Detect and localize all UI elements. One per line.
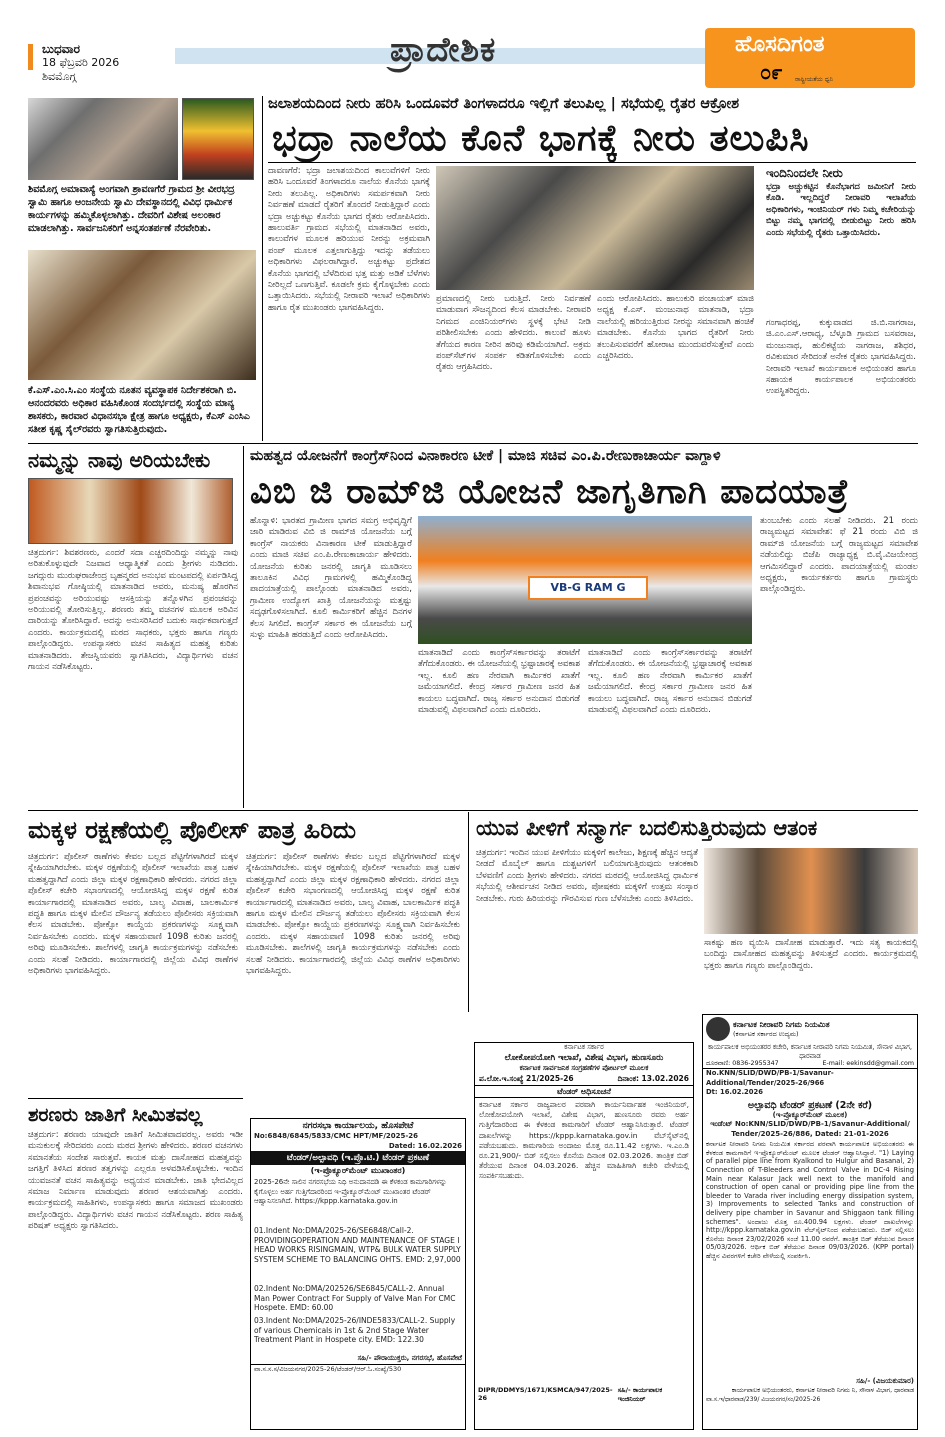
story1-headline: ಭದ್ರಾ ನಾಲೆಯ ಕೊನೆ ಭಾಗಕ್ಕೆ ನೀರು ತಲುಪಿಸಿ <box>272 118 810 159</box>
ad3-mode: (ಇ-ಪ್ರೊಕ್ಯೂರ್‌ಮೆಂಟ್ ಮೂಲಕ) <box>772 1110 848 1119</box>
ad3-ref-no: No.KNN/SLID/DWD/PB-1/Savanur-Additional/Tender/2025-26/966 <box>703 1068 917 1088</box>
photo-caption-2: ಕೆ.ಎಸ್.ಎಂ.ಸಿ.ಎಂ ಸಂಸ್ಥೆಯ ನೂತನ ವ್ಯವಸ್ಥಾಪಕ ನಿರ್ದೇಶಕರಾಗಿ ಬಿ. ಆನಂದರವರು ಅಧಿಕಾರ ವಹಿಸಿಕೊಂಡ ಸಂದರ್ಭದಲ್ಲಿ ಸಂಸ್ಥೆಯ ಮಾನ್ಯ ಶಾಸಕರು, ಕಾರವಾರ ವಿಧಾನಸಭಾ ಕ್ಷೇತ್ರ ಹಾಗೂ ಅಧ್ಯಕ್ಷರು, ಕೆಎಸ್ ಎಂಸಿಎ ಸತೀಶ ಕೃಷ್ಣ ಸೈಲ್‌ರವರು ಸ್ವಾಗತಿಸುತ್ತಿರುವುದು. <box>28 385 250 435</box>
sidebar-body: ಗಂಗಾಧರಪ್ಪ, ಕುಕ್ಕುವಾಡದ ಜಿ.ಬಿ.ನಾಗರಾಜ, ಜಿ.ಎಂ.ಎಸ್.ಆರಾಧ್ಯ, ಬೆಳ್ಳೂಡಿ ಗ್ರಾಮದ ಬಸವರಾಜ, ಮಂಜುನಾಥ, ಹುಲಿಕಟ್ಟೆಯ ನಾಗರಾಜ, ಶಶಿಧರ, ರವಿಕುಮಾರ ಸೇರಿದಂತೆ ಅನೇಕ ರೈತರು ಭಾಗವಹಿಸಿದ್ದರು. ನೀರಾವರಿ ಇಲಾಖೆ ಕಾರ್ಯಪಾಲಕ ಅಭಿಯಂತರ ಹಾಗೂ ಸಹಾಯಕ ಕಾರ್ಯಪಾಲಕ ಅಭಿಯಂತರರು ಉಪಸ್ಥಿತರಿದ್ದರು. <box>766 318 916 397</box>
ad3-indent: ಇಂಡೆಂಟ್ No:KNN/SLID/DWD/PB-1/Savanur-Additional/ Tender/2025-26/886, Dated: 21-01-2026 <box>710 1120 910 1138</box>
ad3-email: E-mail: eekinsdd@gmail.com <box>822 1060 914 1068</box>
swamiji-photo <box>704 848 918 934</box>
ad3-phone: ದೂರವಾಣಿ: 0836-2955347 <box>706 1060 779 1068</box>
ad3-gov: ಕರ್ನಾಟಕ ನೀರಾವರಿ ನಿಗಮ ನಿಯಮಿತ <box>733 1019 830 1029</box>
ad2-number: ಪ.ಲೋ.ಇ.ಸಂಖ್ಯೆ 21/2025-26 <box>479 1074 574 1083</box>
seminar-photo <box>28 478 233 544</box>
ad1-subtitle: (ಇ-ಪ್ರೊಕ್ಯೂರ್‌ಮೆಂಟ್ ಮುಖಾಂತರ) <box>310 1166 406 1175</box>
story1-body-col1: ದಾವಣಗೆರೆ: ಭದ್ರಾ ಜಲಾಶಯದಿಂದ ಕಾಲುವೆಗಳಿಗೆ ನೀರು ಹರಿಸಿ ಒಂದೂವರೆ ತಿಂಗಳಾದರೂ ನಾಲೆಯ ಕೊನೆಯ ಭಾಗಕ್ಕೆ ನೀರು ತಲುಪಿಲ್ಲ. ಅಧಿಕಾರಿಗಳು ಸಮರ್ಪಕವಾಗಿ ನೀರು ನಿರ್ವಹಣೆ ಮಾಡದೆ ರೈತರಿಗೆ ತೊಂದರೆ ನೀಡುತ್ತಿದ್ದಾರೆ ಎಂದು ಭದ್ರಾ ಅಚ್ಚುಕಟ್ಟು ಕೊನೆಯ ಭಾಗದ ರೈತರು ಆರೋಪಿಸಿದರು. ಹಾಲುವರ್ತಿ ಗ್ರಾಮದ ಸಭೆಯಲ್ಲಿ ಮಾತನಾಡಿದ ಅವರು, ಕಾಲುವೆಗಳ ಮೂಲಕ ಹರಿಯುವ ನೀರನ್ನು ಅಕ್ರಮವಾಗಿ ಪಂಪ್ ಮೂಲಕ ಎತ್ತಲಾಗುತ್ತಿದ್ದು ಇದನ್ನು ತಡೆಯಲು ಅಧಿಕಾರಿಗಳು ವಿಫಲರಾಗಿದ್ದಾರೆ. ಅಚ್ಚುಕಟ್ಟು ಪ್ರದೇಶದ ಕೊನೆಯ ಭಾಗದಲ್ಲಿ ಬೆಳೆದಿರುವ ಭತ್ತ ಮತ್ತು ಅಡಿಕೆ ಬೆಳೆಗಳು ನೀರಿಲ್ಲದೆ ಒಣಗುತ್ತಿವೆ. ಕೂಡಲೇ ಕ್ರಮ ಕೈಗೊಳ್ಳಬೇಕು ಎಂದು ಒತ್ತಾಯಿಸಿದರು. ಸಭೆಯಲ್ಲಿ ನೀರಾವರಿ ಇಲಾಖೆ ಅಧಿಕಾರಿಗಳು ಹಾಗೂ ರೈತ ಮುಖಂಡರು ಭಾಗವಹಿಸಿದ್ದರು. <box>268 166 430 313</box>
emblem-icon <box>706 1017 730 1041</box>
padayatra-photo <box>418 516 752 644</box>
tender-ad-irrigation <box>702 1014 918 1430</box>
column-rule-2 <box>243 446 244 808</box>
headline-rule <box>268 162 916 163</box>
officials-photo <box>28 250 256 380</box>
brand-tagline: ರಾಷ್ಟ್ರೀಯತೆಯ ಧ್ವನಿ <box>795 76 833 83</box>
ad2-date: ದಿನಾಂಕ: 13.02.2026 <box>617 1074 689 1083</box>
ad1-footer: ಸಹಿ/- ಪೌರಾಯುಕ್ತರು, ನಗರಸಭೆ, ಹೊಸಪೇಟೆ <box>357 1354 462 1362</box>
story3-body-col2: ಮಾತನಾಡಿದೆ ಎಂದು ಕಾಂಗ್ರೆಸ್‌ಸರ್ಕಾರವನ್ನು ತರಾಟೆಗೆ ತೆಗೆದುಕೊಂಡರು. ಈ ಯೋಜನೆಯಲ್ಲಿ ಭ್ರಷ್ಟಾಚಾರಕ್ಕೆ ಅವಕಾಶ ಇಲ್ಲ. ಕೂಲಿ ಹಣ ನೇರವಾಗಿ ಕಾರ್ಮಿಕರ ಖಾತೆಗೆ ಜಮೆಯಾಗಲಿದೆ. ಕೇಂದ್ರ ಸರ್ಕಾರ ಗ್ರಾಮೀಣ ಜನರ ಹಿತ ಕಾಯಲು ಬದ್ಧವಾಗಿದೆ. ರಾಜ್ಯ ಸರ್ಕಾರ ಅನುದಾನ ಬಿಡುಗಡೆ ಮಾಡುವಲ್ಲಿ ವಿಫಲವಾಗಿದೆ ಎಂದು ದೂರಿದರು. <box>418 648 580 716</box>
ad2-body: ಕರ್ನಾಟಕ ಸರ್ಕಾರ ರಾಜ್ಯಪಾಲರ ಪರವಾಗಿ ಕಾರ್ಯನಿರ್ವಾಹಕ ಇಂಜಿನಿಯರ್, ಲೋಕೋಪಯೋಗಿ ಇಲಾಖೆ, ವಿಶೇಷ ವಿಭಾಗ, ಹುಣಸೂರು ರವರು ಅರ್ಹ ಗುತ್ತಿಗೆದಾರರಿಂದ ಈ ಕೆಳಕಂಡ ಕಾಮಗಾರಿಗೆ ಟೆಂಡರ್ ಆಹ್ವಾನಿಸಿರುತ್ತಾರೆ. ಟೆಂಡರ್ ದಾಖಲೆಗಳನ್ನು https://kppp.karnataka.gov.in ವೆಬ್‌ಸೈಟ್‌ನಲ್ಲಿ ಪಡೆಯಬಹುದು. ಕಾಮಗಾರಿಯ ಅಂದಾಜು ಮೊತ್ತ ರೂ.11.42 ಲಕ್ಷಗಳು. ಇ.ಎಂ.ಡಿ ರೂ.21,900/- ಬಿಡ್ ಸಲ್ಲಿಸಲು ಕೊನೆಯ ದಿನಾಂಕ 02.03.2026. ತಾಂತ್ರಿಕ ಬಿಡ್ ತೆರೆಯುವ ದಿನಾಂಕ 04.03.2026. ಹೆಚ್ಚಿನ ಮಾಹಿತಿಗಾಗಿ ಕಚೇರಿ ವೇಳೆಯಲ್ಲಿ ಸಂಪರ್ಕಿಸಬಹುದು. <box>479 1100 689 1181</box>
story2-body: ಚಿತ್ರದುರ್ಗ: ಶಿವಶರಣರು, ಎಂದರೆ ಸದಾ ಎಚ್ಚರದಿಂದಿದ್ದು ನಮ್ಮನ್ನು ನಾವು ಅರಿತುಕೊಳ್ಳುವುದೇ ನಿಜವಾದ ಆಧ್ಯಾತ್ಮಿಕತೆ ಎಂದು ಶ್ರೀಗಳು ನುಡಿದರು. ಜಗದ್ಗುರು ಮುರುಘರಾಜೇಂದ್ರ ಬೃಹನ್ಮಠದ ಅನುಭವ ಮಂಟಪದಲ್ಲಿ ಏರ್ಪಡಿಸಿದ್ದ ಶಿವಾನುಭವ ಗೋಷ್ಠಿಯಲ್ಲಿ ಮಾತನಾಡಿದ ಅವರು, ಮನುಷ್ಯ ಹೊರಗಿನ ಪ್ರಪಂಚವನ್ನು ಅರಿಯುವಷ್ಟು ಆಸಕ್ತಿಯನ್ನು ತನ್ನೊಳಗಿನ ಪ್ರಪಂಚವನ್ನು ಅರಿಯುವಲ್ಲಿ ತೋರಿಸುತ್ತಿಲ್ಲ. ಶರಣರು ತಮ್ಮ ವಚನಗಳ ಮೂಲಕ ಅರಿವಿನ ದಾರಿಯನ್ನು ತೋರಿಸಿದ್ದಾರೆ. ಅದನ್ನು ಅನುಸರಿಸಿದರೆ ಬದುಕು ಸಾರ್ಥಕವಾಗುತ್ತದೆ ಎಂದರು. ಕಾರ್ಯಕ್ರಮದಲ್ಲಿ ಮಠದ ಸಾಧಕರು, ಭಕ್ತರು ಹಾಗೂ ಗಣ್ಯರು ಪಾಲ್ಗೊಂಡಿದ್ದರು. ಉಪನ್ಯಾಸಕರು ವಚನ ಸಾಹಿತ್ಯದ ಮಹತ್ವ ಕುರಿತು ಮಾತನಾಡಿದರು. ತೇಜಸ್ವಿಯವರು ಸ್ವಾಗತಿಸಿದರು, ವಿದ್ಯಾರ್ಥಿಗಳು ವಚನ ಗಾಯನ ನಡೆಸಿಕೊಟ್ಟರು. <box>28 548 238 673</box>
ad3-contact-row <box>703 1060 917 1068</box>
ad2-title: ಟೆಂಡರ್ ಅಧಿಸೂಚನೆ <box>475 1085 693 1098</box>
story6-title: ಶರಣರು ಜಾತಿಗೆ ಸೀಮಿತವಲ್ಲ <box>28 1104 203 1126</box>
ad1-item-2: 02.Indent No:DMA/202526/SE6845/CALL-2. Annual Man Power Contract For Supply of Valve Man For CMC Hospete. EMD: 60.00 <box>254 1284 456 1312</box>
header-accent <box>28 44 33 70</box>
ad3-sub: (ಕರ್ನಾಟಕ ಸರ್ಕಾರದ ಉದ್ಯಮ) <box>733 1029 799 1038</box>
story1-body-col2: ಪ್ರಮಾಣದಲ್ಲಿ ನೀರು ಬರುತ್ತಿದೆ. ನೀರು ನಿರ್ವಹಣೆ ಮಾಡುವಾಗ ಸೌಜನ್ಯದಿಂದ ಕೆಲಸ ಮಾಡಬೇಕು. ನೀರಾವರಿ ನಿಗಮದ ಎಂಜಿನಿಯರ್‌ಗಳು ಸ್ಥಳಕ್ಕೆ ಭೇಟಿ ನೀಡಿ ಪರಿಶೀಲಿಸಬೇಕು ಎಂದು ಹೇಳಿದರು. ಕಾಲುವೆ ಹೂಳು ತೆಗೆಯದ ಕಾರಣ ನೀರಿನ ಹರಿವು ಕಡಿಮೆಯಾಗಿದೆ. ಅಕ್ರಮ ಪಂಪ್‌ಸೆಟ್‌ಗಳ ಸಂಪರ್ಕ ಕಡಿತಗೊಳಿಸಬೇಕು ಎಂದು ರೈತರು ಆಗ್ರಹಿಸಿದರು. <box>436 294 591 373</box>
section-divider-1 <box>28 443 918 444</box>
brand-logo <box>705 28 915 88</box>
header-date: 18 ಫೆಬ್ರವರಿ 2026 <box>42 56 120 69</box>
ad3-office: ಕಾರ್ಯಪಾಲಕ ಅಭಿಯಂತರರ ಕಚೇರಿ, ಕರ್ನಾಟಕ ನೀರಾವರಿ ನಿಗಮ ನಿಯಮಿತ, ಸೌನಾಳ ವಿಭಾಗ, ಧಾರವಾಡ <box>707 1043 913 1060</box>
meeting-photo <box>436 166 754 290</box>
story4-title: ಮಕ್ಕಳ ರಕ್ಷಣೆಯಲ್ಲಿ ಪೊಲೀಸ್ ಪಾತ್ರ ಹಿರಿದು <box>28 816 357 844</box>
ad1-intro: 2025-26ನೇ ಸಾಲಿನ ನಗರಸಭೆಯ ನಿಧಿ ಅನುದಾನದಡಿ ಈ ಕೆಳಕಂಡ ಕಾಮಗಾರಿಗಳನ್ನು ಕೈಗೊಳ್ಳಲು ಅರ್ಹ ಗುತ್ತಿಗೆದಾರರಿಂದ ಇ-ಪ್ರೊಕ್ಯೂರ್‌ಮೆಂಟ್ ಮುಖಾಂತರ ಟೆಂಡರ್ ಆಹ್ವಾನಿಸಲಾಗಿದೆ. https://kppp.karnataka.gov.in <box>254 1178 447 1205</box>
header-day: ಬುಧವಾರ <box>42 42 80 56</box>
temple-photo-2 <box>182 98 254 180</box>
section-title: ಪ್ರಾದೇಶಿಕ <box>390 30 497 70</box>
ad1-title: ಟೆಂಡರ್/ಅಲ್ಪಾವಧಿ (ಇ.ಪ್ರೊ.ಟಿ.) ಟೆಂಡರ್ ಪ್ರಕಟಣೆ <box>251 1151 465 1165</box>
story3-headline: ವಿಬಿ ಜಿ ರಾಮ್‌ಜಿ ಯೋಜನೆ ಜಾಗೃತಿಗಾಗಿ ಪಾದಯಾತ್ರೆ <box>250 472 850 512</box>
story1-body-col3: ಎಂದು ಆರೋಪಿಸಿದರು. ಹಾಲುಕುರಿ ಪಂಚಾಯತ್ ಮಾಜಿ ಅಧ್ಯಕ್ಷ ಕೆ.ಎಸ್. ಮಂಜುನಾಥ ಮಾತನಾಡಿ, ಭದ್ರಾ ನಾಲೆಯಲ್ಲಿ ಹರಿಯುತ್ತಿರುವ ನೀರನ್ನು ಸಮಾನವಾಗಿ ಹಂಚಿಕೆ ಮಾಡಬೇಕು. ಕೊನೆಯ ಭಾಗದ ರೈತರಿಗೆ ನೀರು ತಲುಪಿಸುವವರೆಗೆ ಹೋರಾಟ ಮುಂದುವರೆಸುತ್ತೇವೆ ಎಂದು ಎಚ್ಚರಿಸಿದರು. <box>597 294 754 362</box>
tender-ad-hospete <box>250 1118 466 1430</box>
story5-body-2: ಸಾಕಷ್ಟು ಹಣ ವ್ಯಯಿಸಿ ದಾಸೋಹ ಮಾಡುತ್ತಾರೆ. ಇದು ಸತ್ಯ ಕಾಯಕದಲ್ಲಿ ಬಂದಿದ್ದು ದಾಸೋಹದ ಮಹತ್ವವನ್ನು ತಿಳಿಸುತ್ತದೆ ಎಂದರು. ಕಾರ್ಯಕ್ರಮದಲ್ಲಿ ಭಕ್ತರು ಹಾಗೂ ಗಣ್ಯರು ಪಾಲ್ಗೊಂಡಿದ್ದರು. <box>704 938 918 971</box>
story3-body-col1: ಹೊನ್ನಾಳಿ: ಭಾರತದ ಗ್ರಾಮೀಣ ಭಾಗದ ಸಮಗ್ರ ಅಭಿವೃದ್ಧಿಗೆ ಜಾರಿ ಮಾಡಿರುವ ವಿಬಿ ಜಿ ರಾಮ್‌ಜಿ ಯೋಜನೆಯ ಬಗ್ಗೆ ಕಾಂಗ್ರೆಸ್ ನಾಯಕರು ವಿನಾಕಾರಣ ಟೀಕೆ ಮಾಡುತ್ತಿದ್ದಾರೆ ಎಂದು ಮಾಜಿ ಸಚಿವ ಎಂ.ಪಿ.ರೇಣುಕಾಚಾರ್ಯ ಹೇಳಿದರು. ಯೋಜನೆಯ ಕುರಿತು ಜನರಲ್ಲಿ ಜಾಗೃತಿ ಮೂಡಿಸಲು ತಾಲೂಕಿನ ವಿವಿಧ ಗ್ರಾಮಗಳಲ್ಲಿ ಹಮ್ಮಿಕೊಂಡಿದ್ದ ಪಾದಯಾತ್ರೆಯಲ್ಲಿ ಪಾಲ್ಗೊಂಡು ಮಾತನಾಡಿದ ಅವರು, ಗ್ರಾಮೀಣ ಉದ್ಯೋಗ ಖಾತ್ರಿ ಯೋಜನೆಯನ್ನು ಮತ್ತಷ್ಟು ಸದೃಢಗೊಳಿಸಲಾಗಿದೆ. ಕೂಲಿ ಕಾರ್ಮಿಕರಿಗೆ ಹೆಚ್ಚಿನ ದಿನಗಳ ಕೆಲಸ ಸಿಗಲಿದೆ. ಕಾಂಗ್ರೆಸ್ ಸರ್ಕಾರ ಈ ಯೋಜನೆಯ ಬಗ್ಗೆ ಸುಳ್ಳು ಮಾಹಿತಿ ಹರಡುತ್ತಿದೆ ಎಂದು ಆರೋಪಿಸಿದರು. <box>250 516 412 641</box>
ad1-item-1: 01.Indent No:DMA/2025-26/SE6848/Call-2. PROVIDINGOPERATION AND MAINTENANCE OF STAGE I HEAD WORKS RISINGMAIN, WTP& BULK WATER SUPPLY SYSTEM SCHEME TO BALANCING OHTS. EMD: 2,97,000 <box>254 1226 461 1264</box>
ad3-header <box>703 1015 917 1043</box>
ad3-title <box>703 1100 917 1111</box>
story3-kicker: ಮಹತ್ವದ ಯೋಜನೆಗೆ ಕಾಂಗ್ರೆಸ್‌ನಿಂದ ವಿನಾಕಾರಣ ಟೀಕೆ | ಮಾಜಿ ಸಚಿವ ಎಂ.ಪಿ.ರೇಣುಕಾಚಾರ್ಯ ವಾಗ್ದಾಳಿ <box>250 448 721 464</box>
ad2-footer: ಸಹಿ/- ಕಾರ್ಯಪಾಲಕ ಇಂಜಿನಿಯರ್ <box>617 1386 663 1403</box>
brand-name: ಹೊಸದಿಗಂತ <box>735 32 825 57</box>
column-rule-3 <box>468 812 469 1012</box>
story4-body-col2: ಚಿತ್ರದುರ್ಗ: ಪೊಲೀಸ್ ಠಾಣೆಗಳು ಕೇವಲ ಬಲ್ಲದ ಪೆಟ್ಟಿಗೆಗಳಾಗಿರದೆ ಮಕ್ಕಳ ಸ್ನೇಹಿಯಾಗಿರಬೇಕು. ಮಕ್ಕಳ ರಕ್ಷಣೆಯಲ್ಲಿ ಪೊಲೀಸ್ ಇಲಾಖೆಯ ಪಾತ್ರ ಬಹಳ ಮಹತ್ವದ್ದಾಗಿದೆ ಎಂದು ಜಿಲ್ಲಾ ಮಕ್ಕಳ ರಕ್ಷಣಾಧಿಕಾರಿ ಹೇಳಿದರು. ನಗರದ ಜಿಲ್ಲಾ ಪೊಲೀಸ್ ಕಚೇರಿ ಸಭಾಂಗಣದಲ್ಲಿ ಆಯೋಜಿಸಿದ್ದ ಮಕ್ಕಳ ರಕ್ಷಣೆ ಕುರಿತ ಕಾರ್ಯಾಗಾರದಲ್ಲಿ ಮಾತನಾಡಿದ ಅವರು, ಬಾಲ್ಯ ವಿವಾಹ, ಬಾಲಕಾರ್ಮಿಕ ಪದ್ಧತಿ ಹಾಗೂ ಮಕ್ಕಳ ಮೇಲಿನ ದೌರ್ಜನ್ಯ ತಡೆಯಲು ಪೊಲೀಸರು ಸಕ್ರಿಯವಾಗಿ ಕೆಲಸ ಮಾಡಬೇಕು. ಪೋಕ್ಸೋ ಕಾಯ್ದೆಯ ಪ್ರಕರಣಗಳನ್ನು ಸೂಕ್ಷ್ಮವಾಗಿ ನಿರ್ವಹಿಸಬೇಕು ಎಂದರು. ಮಕ್ಕಳ ಸಹಾಯವಾಣಿ 1098 ಕುರಿತು ಜನರಲ್ಲಿ ಅರಿವು ಮೂಡಿಸಬೇಕು. ಶಾಲೆಗಳಲ್ಲಿ ಜಾಗೃತಿ ಕಾರ್ಯಕ್ರಮಗಳನ್ನು ನಡೆಸಬೇಕು ಎಂದು ಸಲಹೆ ನೀಡಿದರು. ಕಾರ್ಯಾಗಾರದಲ್ಲಿ ಜಿಲ್ಲೆಯ ವಿವಿಧ ಠಾಣೆಗಳ ಅಧಿಕಾರಿಗಳು ಭಾಗವಹಿಸಿದ್ದರು. <box>246 852 460 977</box>
ad2-gov: ಕರ್ನಾಟಕ ಸರ್ಕಾರ <box>564 1043 604 1051</box>
temple-photo-1 <box>28 98 178 180</box>
ad1-ref: ವಾ.ಸ.ಸ.ಸ/ವಿಜಯನಗರ/2025-26/ಟೆಂಡರ್/ಆರ್.ಓ.ಸಂಖ್ಯೆ/530 <box>251 1364 465 1375</box>
section-divider-3 <box>28 1098 243 1099</box>
ad3-body: ಕರ್ನಾಟಕ ನೀರಾವರಿ ನಿಗಮ ನಿಯಮಿತ ಸರ್ಕಾರದ ಪರವಾಗಿ ಕಾರ್ಯಪಾಲಕ ಅಭಿಯಂತರರು ಈ ಕೆಳಕಂಡ ಕಾಮಗಾರಿಗೆ ಇ-ಪ್ರೊಕ್ಯೂರ್‌ಮೆಂಟ್ ಮೂಲಕ ಟೆಂಡರ್ ಆಹ್ವಾನಿಸಿದ್ದಾರೆ. "1) Laying of parallel pipe line from Kyalkond to Hulgur and Basanal, 2) Connection of T-Bleeders and Control Valve in DC-4 Rising Main near Kalasur Jack well next to the manifold and construction of open canal or providing pipe line from the bleeder to Varada river including energy dissipation system, 3) Improvements to selected Tanks and construction of delivery pipe chamber in Savanur and Shiggaon tank filling schemes". ಅಂದಾಜು ಮೊತ್ತ ರೂ.400.94 ಲಕ್ಷಗಳು. ಟೆಂಡರ್ ದಾಖಲೆಗಳನ್ನು http://kppp.karnataka.gov.in ವೆಬ್‌ಸೈಟ್‌ನಿಂದ ಪಡೆಯಬಹುದು. ಬಿಡ್ ಸಲ್ಲಿಸಲು ಕೊನೆಯ ದಿನಾಂಕ 23/02/2026 ಸಂಜೆ 11.00 ರವರೆಗೆ. ತಾಂತ್ರಿಕ ಬಿಡ್ ತೆರೆಯುವ ದಿನಾಂಕ 05/03/2026. ಆರ್ಥಿಕ ಬಿಡ್ ತೆರೆಯುವ ದಿನಾಂಕ 09/03/2026. (KPP portal) ಹೆಚ್ಚಿನ ವಿವರಗಳಿಗೆ ಕಚೇರಿ ವೇಳೆಯಲ್ಲಿ ಸಂಪರ್ಕಿಸಿ. <box>706 1140 914 1260</box>
ad2-ref: DIPR/DDMYS/1671/KSMCA/947/2025-26 <box>478 1386 613 1402</box>
story6-body: ಚಿತ್ರದುರ್ಗ: ಶರಣರು ಯಾವುದೇ ಜಾತಿಗೆ ಸೀಮಿತವಾದವರಲ್ಲ. ಅವರು ಇಡೀ ಮನುಕುಲಕ್ಕೆ ಸೇರಿದವರು ಎಂದು ಮಠದ ಶ್ರೀಗಳು ಹೇಳಿದರು. ಶರಣರ ವಚನಗಳು ಸಮಾನತೆಯ ಸಂದೇಶ ಸಾರುತ್ತವೆ. ಕಾಯಕ ಮತ್ತು ದಾಸೋಹದ ಮಹತ್ವವನ್ನು ಜಗತ್ತಿಗೆ ತಿಳಿಸಿದ ಶರಣರ ತತ್ವಗಳನ್ನು ಎಲ್ಲರೂ ಅಳವಡಿಸಿಕೊಳ್ಳಬೇಕು. ಇಂದಿನ ಯುವಜನತೆ ವಚನ ಸಾಹಿತ್ಯವನ್ನು ಅಧ್ಯಯನ ಮಾಡಬೇಕು. ಜಾತಿ ಭೇದವಿಲ್ಲದ ಸಮಾಜ ನಿರ್ಮಾಣ ಮಾಡುವುದು ಶರಣರ ಆಶಯವಾಗಿತ್ತು ಎಂದರು. ಕಾರ್ಯಕ್ರಮದಲ್ಲಿ ಸಾಹಿತಿಗಳು, ಉಪನ್ಯಾಸಕರು ಹಾಗೂ ಸಮಾಜದ ಮುಖಂಡರು ಪಾಲ್ಗೊಂಡಿದ್ದರು. ವಿದ್ಯಾರ್ಥಿಗಳು ವಚನ ಗಾಯನ ನಡೆಸಿಕೊಟ್ಟರು. ಶರಣ ಸಾಹಿತ್ಯ ಪರಿಷತ್ ಅಧ್ಯಕ್ಷರು ಸ್ವಾಗತಿಸಿದರು. <box>28 1130 243 1232</box>
tender-ad-pwd <box>474 1042 694 1430</box>
header-city: ಶಿವಮೊಗ್ಗ <box>42 70 77 83</box>
ad2-subtitle: ಕರ್ನಾಟಕ ಸಾರ್ವಜನಿಕ ಸಂಗ್ರಹಣೆಗಳ ಪೋರ್ಟಲ್ ಮೂಲಕ <box>519 1063 649 1072</box>
header-dateline <box>42 42 119 84</box>
ad1-item-3: 03.Indent No:DMA/2025-26/INDE5833/CALL-2. Supply of various Chemicals in 1st & 2nd Stage Water Treatment Plant in Hospete city. EMD: 122.30 <box>254 1316 456 1344</box>
ad1-date: Dated: 16.02.2026 <box>388 1141 462 1150</box>
story2-title: ನಮ್ಮನ್ನು ನಾವು ಅರಿಯಬೇಕು <box>28 448 211 472</box>
ad2-ref-row <box>475 1073 693 1085</box>
page-number: ೦೯ <box>760 60 783 84</box>
section-divider-2 <box>28 810 918 811</box>
story4-body-col1: ಚಿತ್ರದುರ್ಗ: ಪೊಲೀಸ್ ಠಾಣೆಗಳು ಕೇವಲ ಬಲ್ಲದ ಪೆಟ್ಟಿಗೆಗಳಾಗಿರದೆ ಮಕ್ಕಳ ಸ್ನೇಹಿಯಾಗಿರಬೇಕು. ಮಕ್ಕಳ ರಕ್ಷಣೆಯಲ್ಲಿ ಪೊಲೀಸ್ ಇಲಾಖೆಯ ಪಾತ್ರ ಬಹಳ ಮಹತ್ವದ್ದಾಗಿದೆ ಎಂದು ಜಿಲ್ಲಾ ಮಕ್ಕಳ ರಕ್ಷಣಾಧಿಕಾರಿ ಹೇಳಿದರು. ನಗರದ ಜಿಲ್ಲಾ ಪೊಲೀಸ್ ಕಚೇರಿ ಸಭಾಂಗಣದಲ್ಲಿ ಆಯೋಜಿಸಿದ್ದ ಮಕ್ಕಳ ರಕ್ಷಣೆ ಕುರಿತ ಕಾರ್ಯಾಗಾರದಲ್ಲಿ ಮಾತನಾಡಿದ ಅವರು, ಬಾಲ್ಯ ವಿವಾಹ, ಬಾಲಕಾರ್ಮಿಕ ಪದ್ಧತಿ ಹಾಗೂ ಮಕ್ಕಳ ಮೇಲಿನ ದೌರ್ಜನ್ಯ ತಡೆಯಲು ಪೊಲೀಸರು ಸಕ್ರಿಯವಾಗಿ ಕೆಲಸ ಮಾಡಬೇಕು. ಪೋಕ್ಸೋ ಕಾಯ್ದೆಯ ಪ್ರಕರಣಗಳನ್ನು ಸೂಕ್ಷ್ಮವಾಗಿ ನಿರ್ವಹಿಸಬೇಕು ಎಂದರು. ಮಕ್ಕಳ ಸಹಾಯವಾಣಿ 1098 ಕುರಿತು ಜನರಲ್ಲಿ ಅರಿವು ಮೂಡಿಸಬೇಕು. ಶಾಲೆಗಳಲ್ಲಿ ಜಾಗೃತಿ ಕಾರ್ಯಕ್ರಮಗಳನ್ನು ನಡೆಸಬೇಕು ಎಂದು ಸಲಹೆ ನೀಡಿದರು. ಕಾರ್ಯಾಗಾರದಲ್ಲಿ ಜಿಲ್ಲೆಯ ವಿವಿಧ ಠಾಣೆಗಳ ಅಧಿಕಾರಿಗಳು ಭಾಗವಹಿಸಿದ್ದರು. <box>28 852 238 977</box>
ad3-sign: ಸಹಿ/- (ವಿಜಯಕುಮಾರ) <box>856 1377 914 1386</box>
story3-body-col3: ಮಾತನಾಡಿದೆ ಎಂದು ಕಾಂಗ್ರೆಸ್‌ಸರ್ಕಾರವನ್ನು ತರಾಟೆಗೆ ತೆಗೆದುಕೊಂಡರು. ಈ ಯೋಜನೆಯಲ್ಲಿ ಭ್ರಷ್ಟಾಚಾರಕ್ಕೆ ಅವಕಾಶ ಇಲ್ಲ. ಕೂಲಿ ಹಣ ನೇರವಾಗಿ ಕಾರ್ಮಿಕರ ಖಾತೆಗೆ ಜಮೆಯಾಗಲಿದೆ. ಕೇಂದ್ರ ಸರ್ಕಾರ ಗ್ರಾಮೀಣ ಜನರ ಹಿತ ಕಾಯಲು ಬದ್ಧವಾಗಿದೆ. ರಾಜ್ಯ ಸರ್ಕಾರ ಅನುದಾನ ಬಿಡುಗಡೆ ಮಾಡುವಲ್ಲಿ ವಿಫಲವಾಗಿದೆ ಎಂದು ದೂರಿದರು. <box>588 648 752 716</box>
ad3-title-main: ಅಲ್ಪಾವಧಿ ಟೆಂಡರ್ ಪ್ರಕಟಣೆ <box>747 1099 833 1111</box>
ad1-office: ನಗರಸಭಾ ಕಾರ್ಯಾಲಯ, ಹೊಸಪೇಟೆ <box>302 1121 414 1131</box>
ad2-footer-row <box>475 1386 693 1404</box>
story5-body: ಚಿತ್ರದುರ್ಗ: ಇಂದಿನ ಯುವ ಪೀಳಿಗೆಯು ಮಕ್ಕಳಿಗೆ ಕಾಲೇಜು, ಶಿಕ್ಷಣಕ್ಕೆ ಹೆಚ್ಚಿನ ಆದ್ಯತೆ ನೀಡದೆ ಮೊಬೈಲ್ ಹಾಗೂ ದುಶ್ಚಟಗಳಿಗೆ ಬಲಿಯಾಗುತ್ತಿರುವುದು ಆತಂಕಕಾರಿ ಬೆಳವಣಿಗೆ ಎಂದು ಶ್ರೀಗಳು ಹೇಳಿದರು. ನಗರದ ಮಠದಲ್ಲಿ ಆಯೋಜಿಸಿದ್ದ ಧಾರ್ಮಿಕ ಸಭೆಯಲ್ಲಿ ಆಶೀರ್ವಚನ ನೀಡಿದ ಅವರು, ಪೋಷಕರು ಮಕ್ಕಳಿಗೆ ಉತ್ತಮ ಸಂಸ್ಕಾರ ನೀಡಬೇಕು. ಗುರು ಹಿರಿಯರನ್ನು ಗೌರವಿಸುವ ಗುಣ ಬೆಳೆಸಬೇಕು ಎಂದು ತಿಳಿಸಿದರು. <box>476 848 698 904</box>
padayatra-banner: VB-G RAM G <box>528 576 648 600</box>
story5-title: ಯುವ ಪೀಳಿಗೆ ಸನ್ಮಾರ್ಗ ಬದಲಿಸುತ್ತಿರುವುದು ಆತಂಕ <box>476 816 818 840</box>
ad3-sign2: ಕಾರ್ಯಪಾಲಕ ಅಭಿಯಂತರರು, ಕರ್ನಾಟಕ ನೀರಾವರಿ ನಿಗಮ ನಿ, ಸೌನಾಳ ವಿಭಾಗ, ಧಾರವಾಡ <box>731 1386 914 1394</box>
ad3-ref-date: Dt: 16.02.2026 <box>706 1088 763 1097</box>
column-rule <box>262 96 263 441</box>
ad3-title-sub: (2ನೇ ಕರೆ) <box>835 1099 873 1111</box>
story3-body-col4: ತುಂಬಬೇಕು ಎಂದು ಸಲಹೆ ನೀಡಿದರು. 21 ರಂದು ರಾಜ್ಯಮಟ್ಟದ ಸಮಾವೇಶ: ಫೆ 21 ರಂದು ವಿಬಿ ಜಿ ರಾಮ್‌ಜಿ ಯೋಜನೆಯ ಬಗ್ಗೆ ರಾಜ್ಯಮಟ್ಟದ ಸಮಾವೇಶ ನಡೆಯಲಿದ್ದು ಬಿಜೆಪಿ ರಾಜ್ಯಾಧ್ಯಕ್ಷ ಬಿ.ವೈ.ವಿಜಯೇಂದ್ರ ಆಗಮಿಸಲಿದ್ದಾರೆ ಎಂದರು. ಪಾದಯಾತ್ರೆಯಲ್ಲಿ ಮಂಡಲ ಅಧ್ಯಕ್ಷರು, ಕಾರ್ಯಕರ್ತರು ಹಾಗೂ ಗ್ರಾಮಸ್ಥರು ಪಾಲ್ಗೊಂಡಿದ್ದರು. <box>760 516 918 595</box>
ad1-number: No:6848/6845/5833/CMC HPT/MF/2025-26 <box>254 1132 419 1140</box>
photo-caption-1: ಶಿವಮೊಗ್ಗ ಅಮಾವಾಸ್ಯೆ ಅಂಗವಾಗಿ ಶ್ರಾವಣಗೆರೆ ಗ್ರಾಮದ ಶ್ರೀ ವೀರಭದ್ರ ಸ್ವಾಮಿ ಹಾಗೂ ಆಂಜನೇಯ ಸ್ವಾಮಿ ದೇವಸ್ಥಾನದಲ್ಲಿ ವಿವಿಧ ಧಾರ್ಮಿಕ ಕಾರ್ಯಗಳನ್ನು ಹಮ್ಮಿಕೊಳ್ಳಲಾಗಿತ್ತು. ದೇವರಿಗೆ ವಿಶೇಷ ಅಲಂಕಾರ ಮಾಡಲಾಗಿತ್ತು. ಸಾರ್ವಜನಿಕರಿಗೆ ಅನ್ನಸಂತರ್ಪಣೆ ನೆರವೇರಿತು. <box>28 184 235 234</box>
sidebar-title: ಇಂದಿನಿಂದಲೇ ನೀರು <box>766 166 843 180</box>
ad3-foot: ವಾ.ಸ.ಇ/ಧಾರವಾಡ/239/ ವಿಜಯನಗರ/ಸಂ/2025-26 <box>706 1395 821 1403</box>
sidebar-lead: ಭದ್ರಾ ಅಚ್ಚುಕಟ್ಟಿನ ಕೊನೆಭಾಗದ ಜಮೀನಿಗೆ ನೀರು ಕೊಡಿ. ಇಲ್ಲದಿದ್ದರೆ ನೀರಾವರಿ ಇಲಾಖೆಯ ಅಧಿಕಾರಿಗಳು, ಇಂಜಿನಿಯರ್ ಗಳು ನಿಮ್ಮ ಕಚೇರಿಯನ್ನು ಬಿಟ್ಟು ನಮ್ಮ ಭಾಗದಲ್ಲಿ ಬೀಡುಬಿಟ್ಟು ನೀರು ಹರಿಸಿ ಎಂದು ಸಭೆಯಲ್ಲಿ ರೈತರು ಒತ್ತಾಯಿಸಿದರು. <box>766 182 916 238</box>
story1-kicker: ಜಲಾಶಯದಿಂದ ನೀರು ಹರಿಸಿ ಒಂದೂವರೆ ತಿಂಗಳಾದರೂ ಇಲ್ಲಿಗೆ ತಲುಪಿಲ್ಲ | ಸಭೆಯಲ್ಲಿ ರೈತರ ಆಕ್ರೋಶ <box>268 96 740 112</box>
ad2-office: ಲೋಕೋಪಯೋಗಿ ಇಲಾಖೆ, ವಿಶೇಷ ವಿಭಾಗ, ಹುಣಸೂರು <box>504 1052 664 1063</box>
